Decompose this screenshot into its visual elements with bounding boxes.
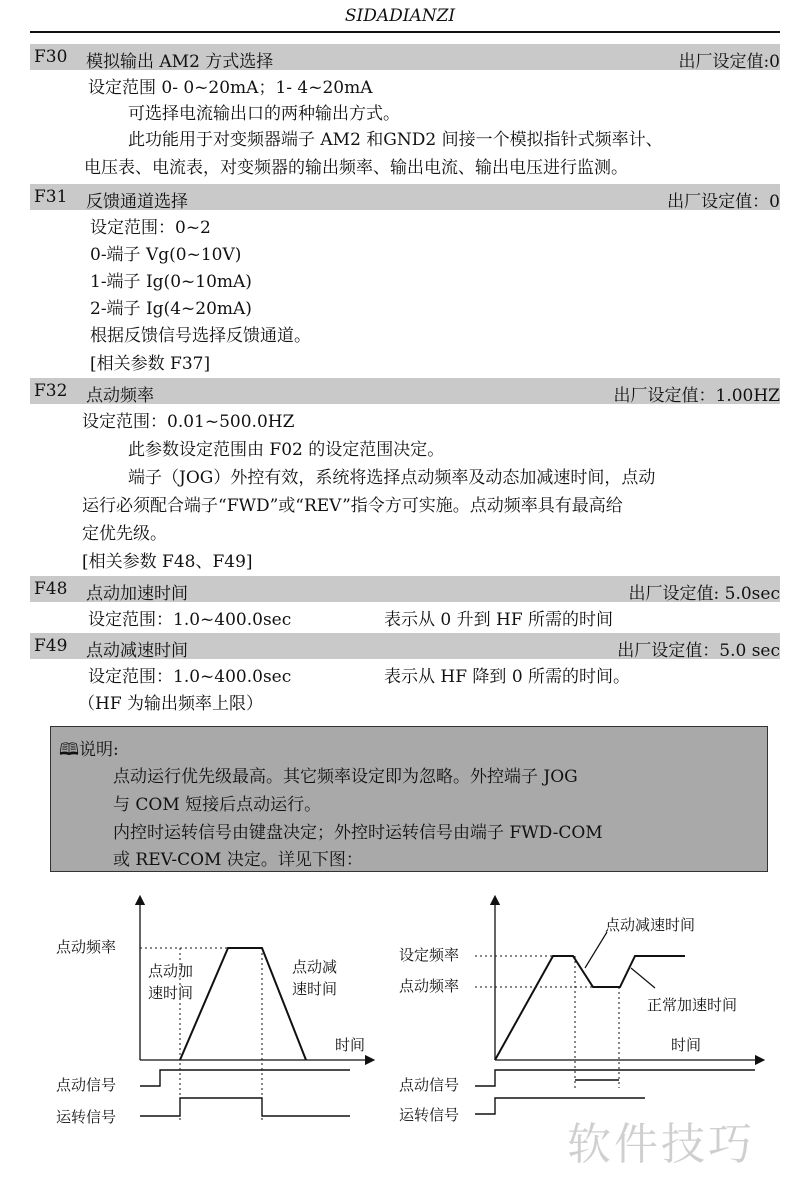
param-bar-f32 <box>30 378 780 404</box>
param-bar-f31 <box>30 184 780 210</box>
freq-curve <box>180 948 306 1060</box>
param-line: 电压表、电流表，对变频器的输出频率、输出电流、输出电压进行监测。 <box>84 158 628 178</box>
note-line: 点动运行优先级最高。其它频率设定即为忽略。外控端子 JOG <box>113 767 578 787</box>
param-title: 点动加速时间 <box>86 584 188 604</box>
param-line: 运行必须配合端子“FWD”或“REV”指令方可实施。点动频率具有最高给 <box>82 496 623 516</box>
param-title: 反馈通道选择 <box>86 192 188 212</box>
param-line: [相关参数 F37] <box>90 354 211 374</box>
jog-signal-label: 点动信号 <box>399 1076 460 1094</box>
run-signal-label: 运转信号 <box>56 1108 117 1126</box>
run-signal-label: 运转信号 <box>399 1106 460 1124</box>
param-bar-f30 <box>30 44 780 70</box>
param-line: 定优先级。 <box>82 524 167 544</box>
run-signal <box>140 1098 350 1116</box>
param-default: 出厂设定值：0 <box>667 192 780 212</box>
param-line: 设定范围 0- 0~20mA；1- 4~20mA <box>88 78 373 98</box>
y-label-jog: 点动频率 <box>399 977 460 995</box>
note-title <box>59 735 119 766</box>
note-line: 内控时运转信号由键盘决定；外控时运转信号由端子 FWD-COM <box>113 823 603 843</box>
param-title: 点动频率 <box>86 386 154 406</box>
decel-pointer <box>585 932 607 968</box>
x-label: 时间 <box>335 1036 366 1054</box>
param-default: 出厂设定值:0 <box>678 52 780 72</box>
x-label: 时间 <box>671 1036 702 1054</box>
param-line: 设定范围：1.0~400.0sec <box>88 667 292 687</box>
y-label-set: 设定频率 <box>399 946 460 964</box>
param-line: [相关参数 F48、F49] <box>82 552 253 572</box>
jog-signal <box>140 1070 350 1086</box>
note-box <box>50 726 768 872</box>
param-code: F30 <box>34 47 68 67</box>
param-line: 设定范围：0.01~500.0HZ <box>82 412 295 432</box>
page-header: SIDADIANZI <box>344 6 456 26</box>
param-line: 设定范围：0~2 <box>90 218 211 238</box>
param-line: 表示从 HF 降到 0 所需的时间。 <box>384 667 631 687</box>
accel-pointer <box>631 968 655 988</box>
param-default: 出厂设定值: 5.0sec <box>628 584 780 604</box>
param-default: 出厂设定值：5.0 sec <box>617 641 780 661</box>
param-line: 此功能用于对变频器端子 AM2 和GND2 间接一个模拟指针式频率计、 <box>128 130 663 150</box>
decel-label: 点动减速时间 <box>605 916 696 934</box>
param-code: F49 <box>34 636 68 656</box>
note-line: 与 COM 短接后点动运行。 <box>113 795 322 815</box>
y-label: 点动频率 <box>56 938 117 956</box>
param-line: 根据反馈信号选择反馈通道。 <box>90 326 311 346</box>
param-line: 2-端子 Ig(4~20mA) <box>90 299 252 319</box>
param-bar-f49 <box>30 633 780 659</box>
param-line: 1-端子 Ig(0~10mA) <box>90 272 252 292</box>
param-bar-f48 <box>30 576 780 602</box>
param-line: 表示从 0 升到 HF 所需的时间 <box>384 610 614 630</box>
decel-label-1: 点动减 <box>292 958 338 976</box>
watermark: 软件技巧 <box>567 1119 755 1170</box>
param-line: 0-端子 Vg(0~10V) <box>90 245 242 265</box>
jog-signal-label: 点动信号 <box>56 1076 117 1094</box>
param-line: 此参数设定范围由 F02 的设定范围决定。 <box>128 440 445 460</box>
accel-label-1: 点动加 <box>148 962 194 980</box>
param-default: 出厂设定值：1.00HZ <box>613 386 780 406</box>
param-line: 端子（JOG）外控有效，系统将选择点动频率及动态加减速时间，点动 <box>128 468 656 488</box>
param-code: F48 <box>34 579 68 599</box>
jog-timing-diagram-left <box>0 890 400 1140</box>
accel-label-2: 速时间 <box>148 984 194 1002</box>
param-code: F31 <box>34 187 68 207</box>
param-line: （HF 为输出频率上限） <box>78 694 264 714</box>
param-line: 可选择电流输出口的两种输出方式。 <box>128 104 400 124</box>
jog-timing-diagram-right <box>395 890 790 1140</box>
book-icon: 🕮 <box>59 740 80 760</box>
note-line: 或 REV-COM 决定。详见下图： <box>113 850 363 870</box>
param-line: 设定范围：1.0~400.0sec <box>88 610 292 630</box>
param-title: 模拟输出 AM2 方式选择 <box>86 52 274 72</box>
accel-label: 正常加速时间 <box>647 996 738 1014</box>
decel-label-2: 速时间 <box>292 980 338 998</box>
header-rule <box>30 31 780 33</box>
param-code: F32 <box>34 381 68 401</box>
note-title-text: 说明: <box>79 740 119 760</box>
jog-signal <box>475 1070 755 1086</box>
param-title: 点动减速时间 <box>86 641 188 661</box>
